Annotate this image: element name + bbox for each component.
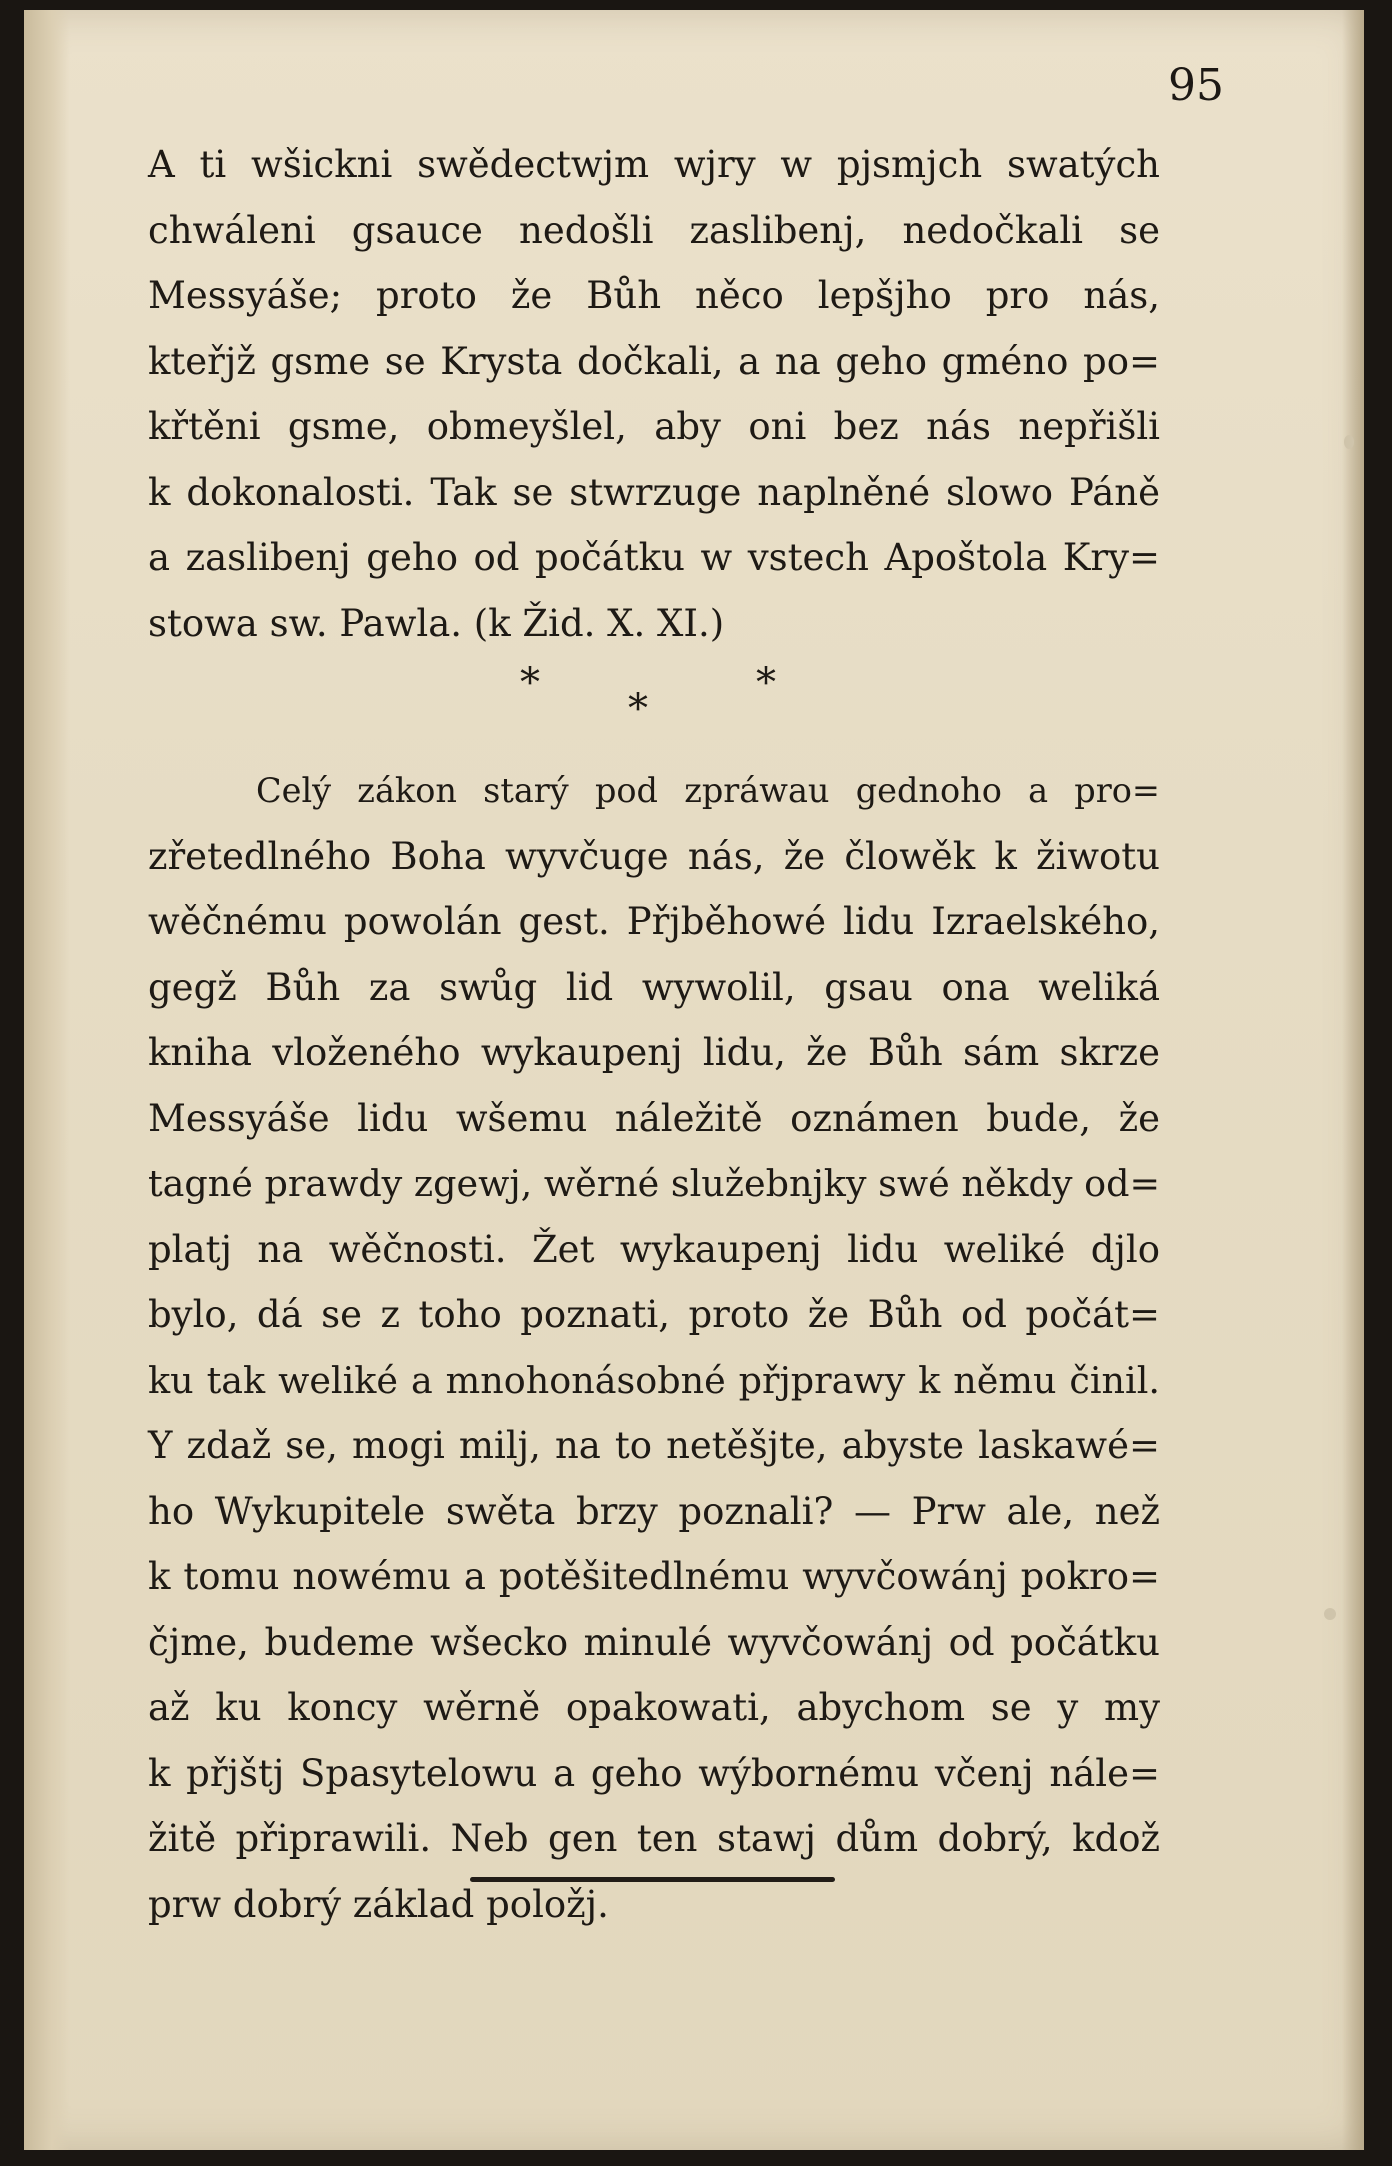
section-separator xyxy=(520,660,800,730)
text-line: k tomu nowému a potěšitedlnému wyvčowánj pokro= xyxy=(148,1555,1160,1598)
text-line: Messyáše; proto že Bůh něco lepšjho pro nás, xyxy=(148,274,1160,317)
asterisk: * xyxy=(756,660,776,706)
paragraph-2 xyxy=(148,758,1160,1937)
text-line: k přjštj Spasytelowu a geho wýbornému včenj nále= xyxy=(148,1751,1160,1795)
text-line: Messyáše lidu wšemu náležitě oznámen bude, že xyxy=(148,1096,1160,1140)
text-line: až ku koncy wěrně opakowati, abychom se y my xyxy=(148,1686,1160,1729)
text-line: kteřjž gsme se Krysta dočkali, a na geho gméno po= xyxy=(148,339,1160,383)
text-line: ku tak weliké a mnohonásobné přjprawy k němu činil. xyxy=(148,1358,1160,1402)
text-line: křtěni gsme, obmeyšlel, aby oni bez nás nepřišli xyxy=(148,405,1160,448)
text-line: wěčnému powolán gest. Přjběhowé lidu Izraelského, xyxy=(148,900,1160,943)
text-line: bylo, dá se z toho poznati, proto že Bůh od počát= xyxy=(148,1293,1160,1336)
end-rule xyxy=(470,1877,835,1882)
text-line: žitě připrawili. Neb gen ten stawj dům dobrý, kdož xyxy=(148,1817,1160,1860)
text-line: platj na wěčnosti. Žet wykaupenj lidu weliké djlo xyxy=(148,1227,1160,1271)
text-line: prw dobrý základ položj. xyxy=(148,1882,609,1926)
text-line: k dokonalosti. Tak se stwrzuge naplněné slowo Páně xyxy=(148,470,1160,514)
paragraph-1 xyxy=(148,132,1160,656)
paper-speck xyxy=(1344,435,1354,449)
asterisk: * xyxy=(628,686,648,732)
paper-speck xyxy=(1324,1608,1336,1620)
text-line: gegž Bůh za swůg lid wywolil, gsau ona weliká xyxy=(148,965,1160,1009)
text-line: tagné prawdy zgewj, wěrné služebnjky swé někdy od= xyxy=(148,1162,1161,1205)
text-line: stowa sw. Pawla. (k Žid. X. XI.) xyxy=(148,601,725,645)
text-line: Y zdaž se, mogi milj, na to netěšjte, abyste laskawé= xyxy=(148,1424,1160,1467)
text-line: chwáleni gsauce nedošli zaslibenj, nedočkali se xyxy=(148,208,1160,252)
asterisk: * xyxy=(520,660,540,706)
page-gutter-shadow xyxy=(24,10,70,2150)
text-line: ho Wykupitele swěta brzy poznali? — Prw ale, než xyxy=(148,1489,1160,1533)
text-line: a zaslibenj geho od počátku w vstech Apoštola Kry= xyxy=(148,536,1160,579)
text-line: A ti wšickni swědectwjm wjry w pjsmjch swatých xyxy=(148,143,1160,186)
text-line: zřetedlného Boha wyvčuge nás, že člowěk k žiwotu xyxy=(148,834,1160,878)
page-edge-shadow xyxy=(1342,10,1364,2150)
text-line: kniha vloženého wykaupenj lidu, že Bůh sám skrze xyxy=(148,1031,1160,1074)
text-line: čjme, budeme wšecko minulé wyvčowánj od počátku xyxy=(148,1620,1160,1664)
page-number: 95 xyxy=(1168,60,1224,111)
text-line: Celý zákon starý pod zpráwau gednoho a pro= xyxy=(256,771,1160,810)
